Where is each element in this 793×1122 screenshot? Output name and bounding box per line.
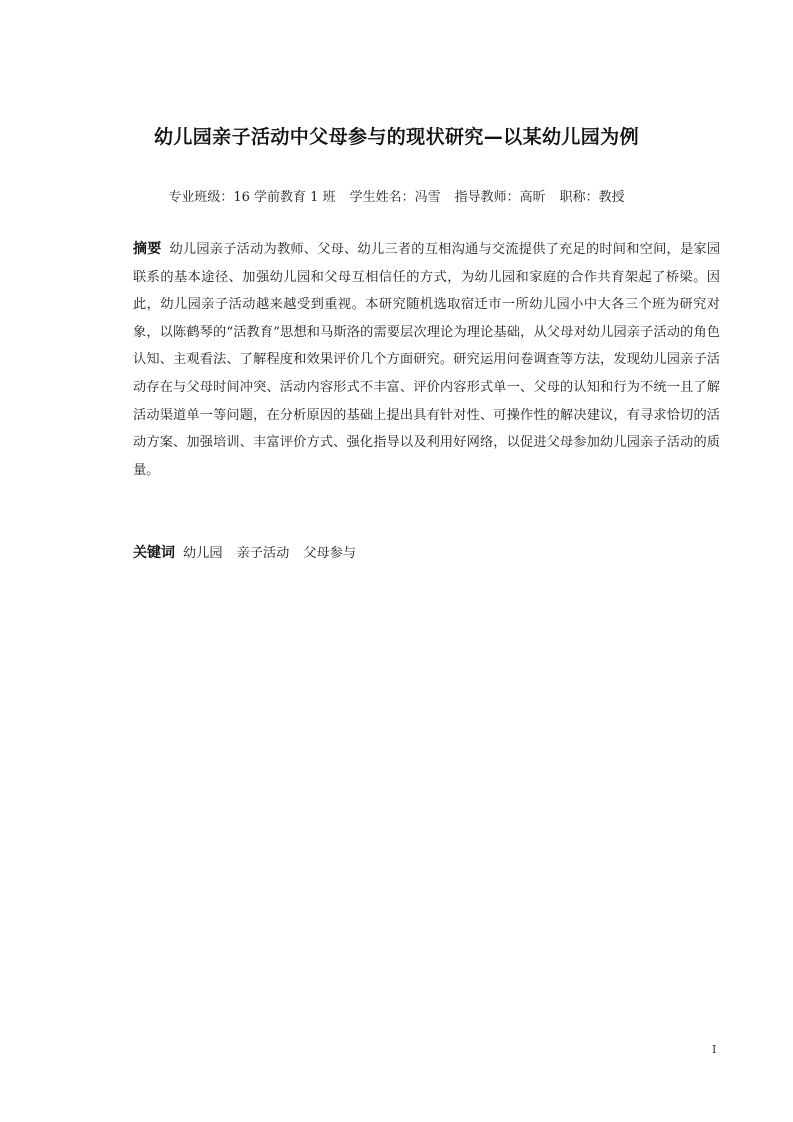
page-number: I [712, 1043, 717, 1056]
document-title: 幼儿园亲子活动中父母参与的现状研究—以某幼儿园为例 [153, 126, 639, 148]
student-name: 学生姓名：冯雪 [349, 190, 441, 205]
abstract-text: 幼儿园亲子活动为教师、父母、幼儿三者的互相沟通与交流提供了充足的时间和空间，是家园联系的基本途径、加强幼儿园和父母互相信任的方式，为幼儿园和家庭的合作共育架起了桥梁。因此，幼儿园亲子活动越来越受到重视。本研究随机选取宿迁市一所幼儿园小中大各三个班为研究对象，以陈鹤琴的“活教育”思想和马斯洛的需要层次理论为理论基础，从父母对幼儿园亲子活动的角色认知、主观看法、了解程度和效果评价几个方面研究。研究运用问卷调查等方法，发现幼儿园亲子活动存在与父母时间冲突、活动内容形式不丰富、评价内容形式单一、父母的认知和行为不统一且了解活动渠道单一等问题，在分析原因的基础上提出具有针对性、可操作性的解决建议，有寻求恰切的活动方案、加强培训、丰富评价方式、强化指导以及利用好网络，以促进父母参加幼儿园亲子活动的质量。 [133, 242, 721, 478]
keyword-item: 幼儿园 [183, 546, 223, 561]
major-class: 专业班级：16 学前教育 1 班 [168, 190, 336, 205]
advisor-name: 指导教师：高昕 [454, 190, 546, 205]
abstract-label: 摘要 [133, 241, 162, 257]
keywords-label: 关键词 [133, 545, 175, 561]
keyword-item: 父母参与 [303, 546, 357, 561]
author-info-line [0, 186, 793, 205]
keywords-line [133, 542, 370, 565]
keyword-item: 亲子活动 [236, 546, 290, 561]
abstract-paragraph [133, 236, 720, 484]
advisor-rank: 职称：教授 [559, 190, 625, 205]
